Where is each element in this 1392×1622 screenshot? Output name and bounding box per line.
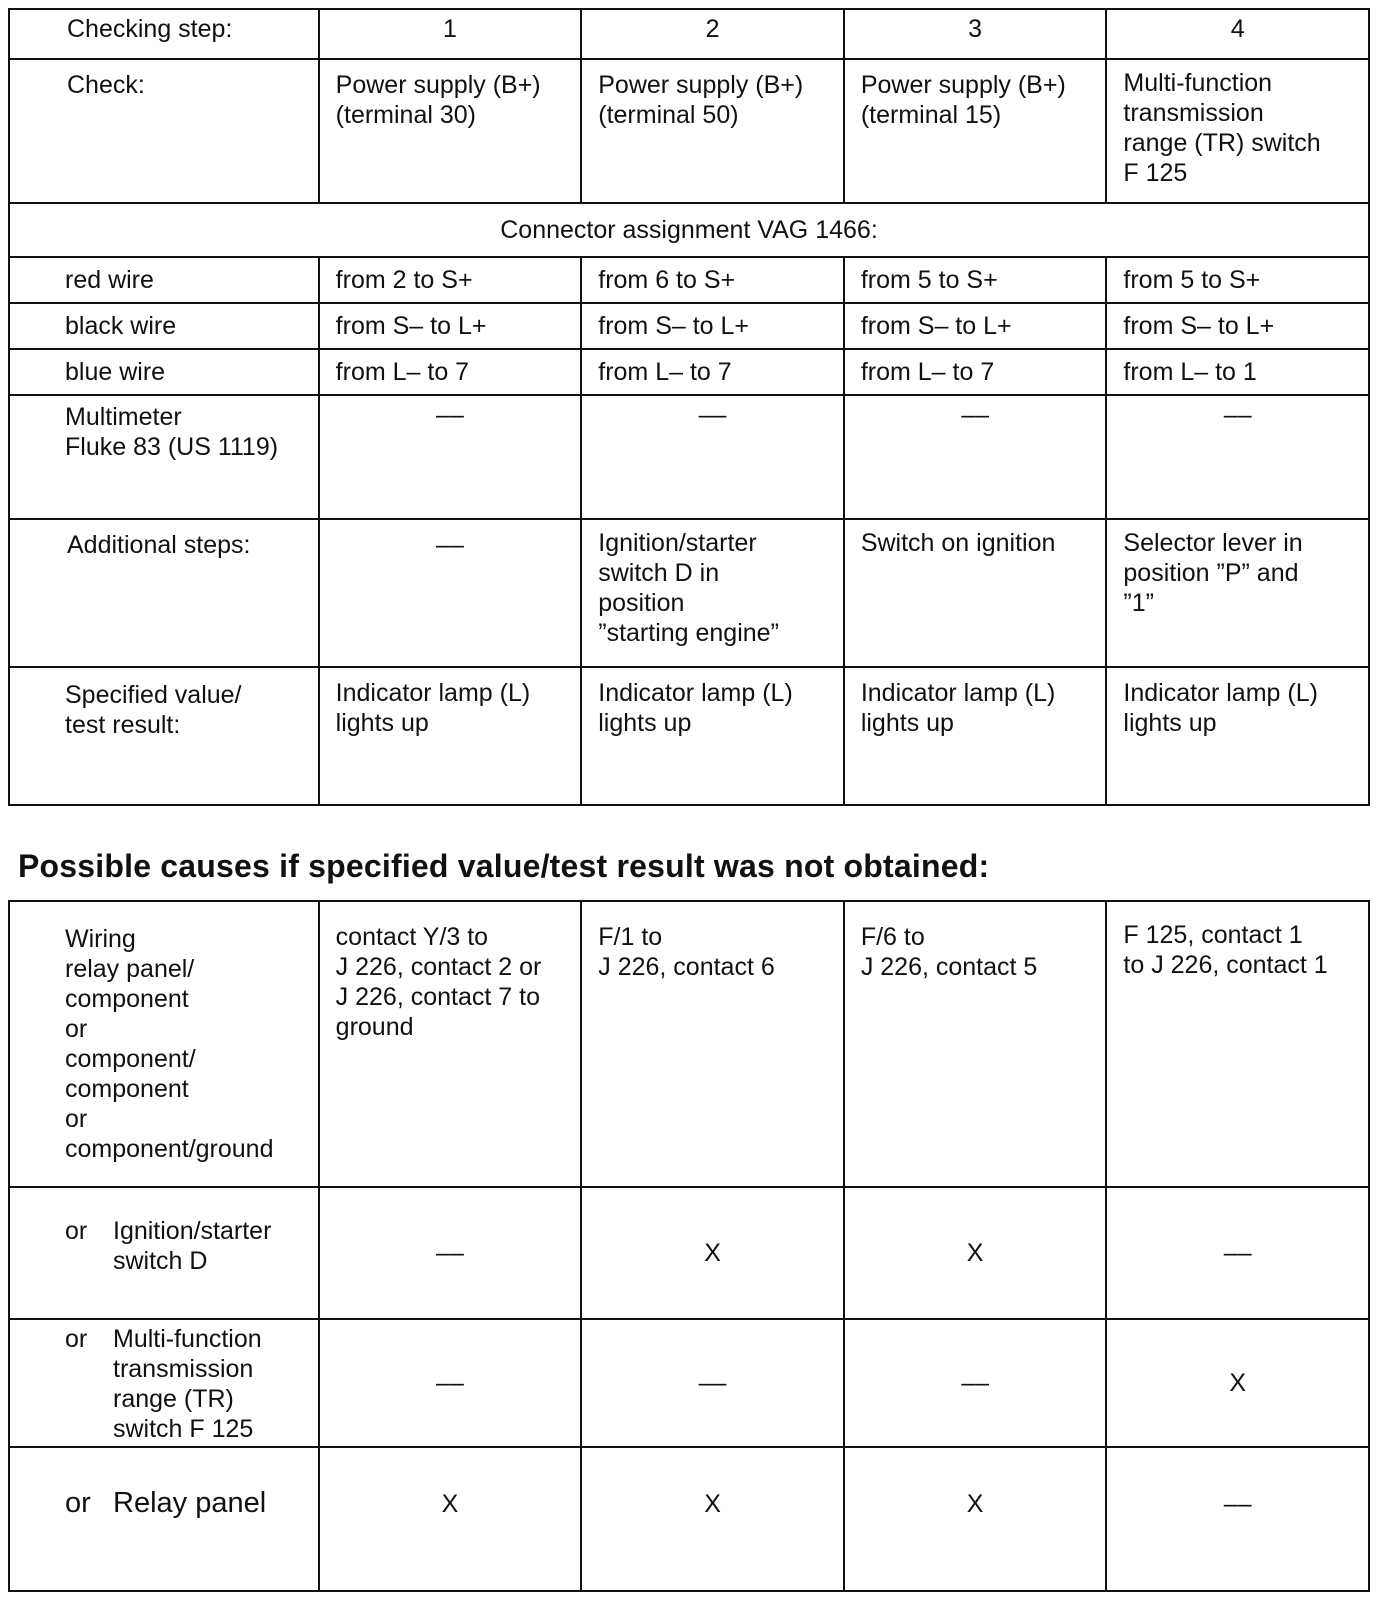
header-row [9,9,1369,59]
wire-cell: from 5 to S+ [1106,257,1369,303]
tr-switch-row [9,1319,1369,1447]
multimeter-cell: –– [581,395,844,519]
row-label: Specified value/ test result: [9,667,319,805]
wire-cell: from L– to 7 [844,349,1107,395]
wire-cell: from S– to L+ [1106,303,1369,349]
wire-cell: from S– to L+ [319,303,582,349]
step-number: 1 [319,9,582,59]
specified-row [9,667,1369,805]
cause-mark: –– [844,1319,1107,1447]
wire-cell: from 5 to S+ [844,257,1107,303]
wire-cell: from 2 to S+ [319,257,582,303]
cause-name: Relay panel [113,1487,267,1519]
wire-cell: from 6 to S+ [581,257,844,303]
wire-cell: from L– to 7 [581,349,844,395]
black-wire-row [9,303,1369,349]
additional-cell: Switch on ignition [844,519,1107,667]
row-label: blue wire [9,349,319,395]
relay-panel-row [9,1447,1369,1591]
specified-cell: Indicator lamp (L) lights up [581,667,844,805]
specified-cell: Indicator lamp (L) lights up [319,667,582,805]
connector-assignment-title: Connector assignment VAG 1466: [9,203,1369,257]
row-label: black wire [9,303,319,349]
red-wire-row [9,257,1369,303]
check-cell: Power supply (B+) (terminal 50) [581,59,844,203]
additional-cell: Selector lever in position ”P” and ”1” [1106,519,1369,667]
or-word: or [65,1325,88,1353]
connector-title-row [9,203,1369,257]
cause-mark: –– [1106,1187,1369,1319]
wire-cell: from S– to L+ [844,303,1107,349]
wiring-row [9,901,1369,1187]
specified-cell: Indicator lamp (L) lights up [844,667,1107,805]
multimeter-row [9,395,1369,519]
cause-mark: –– [319,1187,582,1319]
or-word: or [65,1487,91,1519]
cause-mark: –– [1106,1447,1369,1591]
multimeter-cell: –– [844,395,1107,519]
or-word: or [65,1217,88,1245]
ignition-switch-row [9,1187,1369,1319]
additional-steps-row [9,519,1369,667]
cause-label [65,1216,310,1276]
cause-name: Ignition/starter switch D [113,1217,272,1275]
wire-cell: from S– to L+ [581,303,844,349]
cause-mark: X [319,1447,582,1591]
cause-mark: –– [581,1319,844,1447]
wiring-cell: contact Y/3 to J 226, contact 2 or J 226, contact 7 to ground [319,901,582,1187]
wiring-cell: F/6 to J 226, contact 5 [844,901,1107,1187]
check-cell: Multi-function transmission range (TR) switch F 125 [1106,59,1369,203]
row-label: Multimeter Fluke 83 (US 1119) [9,395,319,519]
wire-cell: from L– to 7 [319,349,582,395]
row-label: Check: [9,59,319,203]
additional-cell: Ignition/starter switch D in position ”starting engine” [581,519,844,667]
additional-cell: –– [319,519,582,667]
wiring-cell: F 125, contact 1 to J 226, contact 1 [1106,901,1369,1187]
cause-mark: X [581,1187,844,1319]
wiring-cell: F/1 to J 226, contact 6 [581,901,844,1187]
multimeter-cell: –– [319,395,582,519]
step-number: 3 [844,9,1107,59]
cause-mark: X [581,1447,844,1591]
row-label: Additional steps: [9,519,319,667]
specified-cell: Indicator lamp (L) lights up [1106,667,1369,805]
cause-mark: X [844,1187,1107,1319]
multimeter-cell: –– [1106,395,1369,519]
cause-mark: X [1106,1319,1369,1447]
row-label: Wiring relay panel/ component or component/ component or component/ground [9,901,319,1187]
blue-wire-row [9,349,1369,395]
possible-causes-table [8,900,1370,1592]
cause-mark: –– [319,1319,582,1447]
step-number: 2 [581,9,844,59]
check-cell: Power supply (B+) (terminal 15) [844,59,1107,203]
cause-mark: X [844,1447,1107,1591]
cause-name: Multi-function transmission range (TR) switch F 125 [113,1325,262,1443]
wire-cell: from L– to 1 [1106,349,1369,395]
checking-step-label: Checking step: [9,9,319,59]
cause-label [65,1324,310,1444]
row-label: red wire [9,257,319,303]
cause-label [65,1488,310,1518]
possible-causes-heading: Possible causes if specified value/test result was not obtained: [18,848,990,884]
check-cell: Power supply (B+) (terminal 30) [319,59,582,203]
checking-steps-table [8,8,1370,806]
step-number: 4 [1106,9,1369,59]
check-row [9,59,1369,203]
